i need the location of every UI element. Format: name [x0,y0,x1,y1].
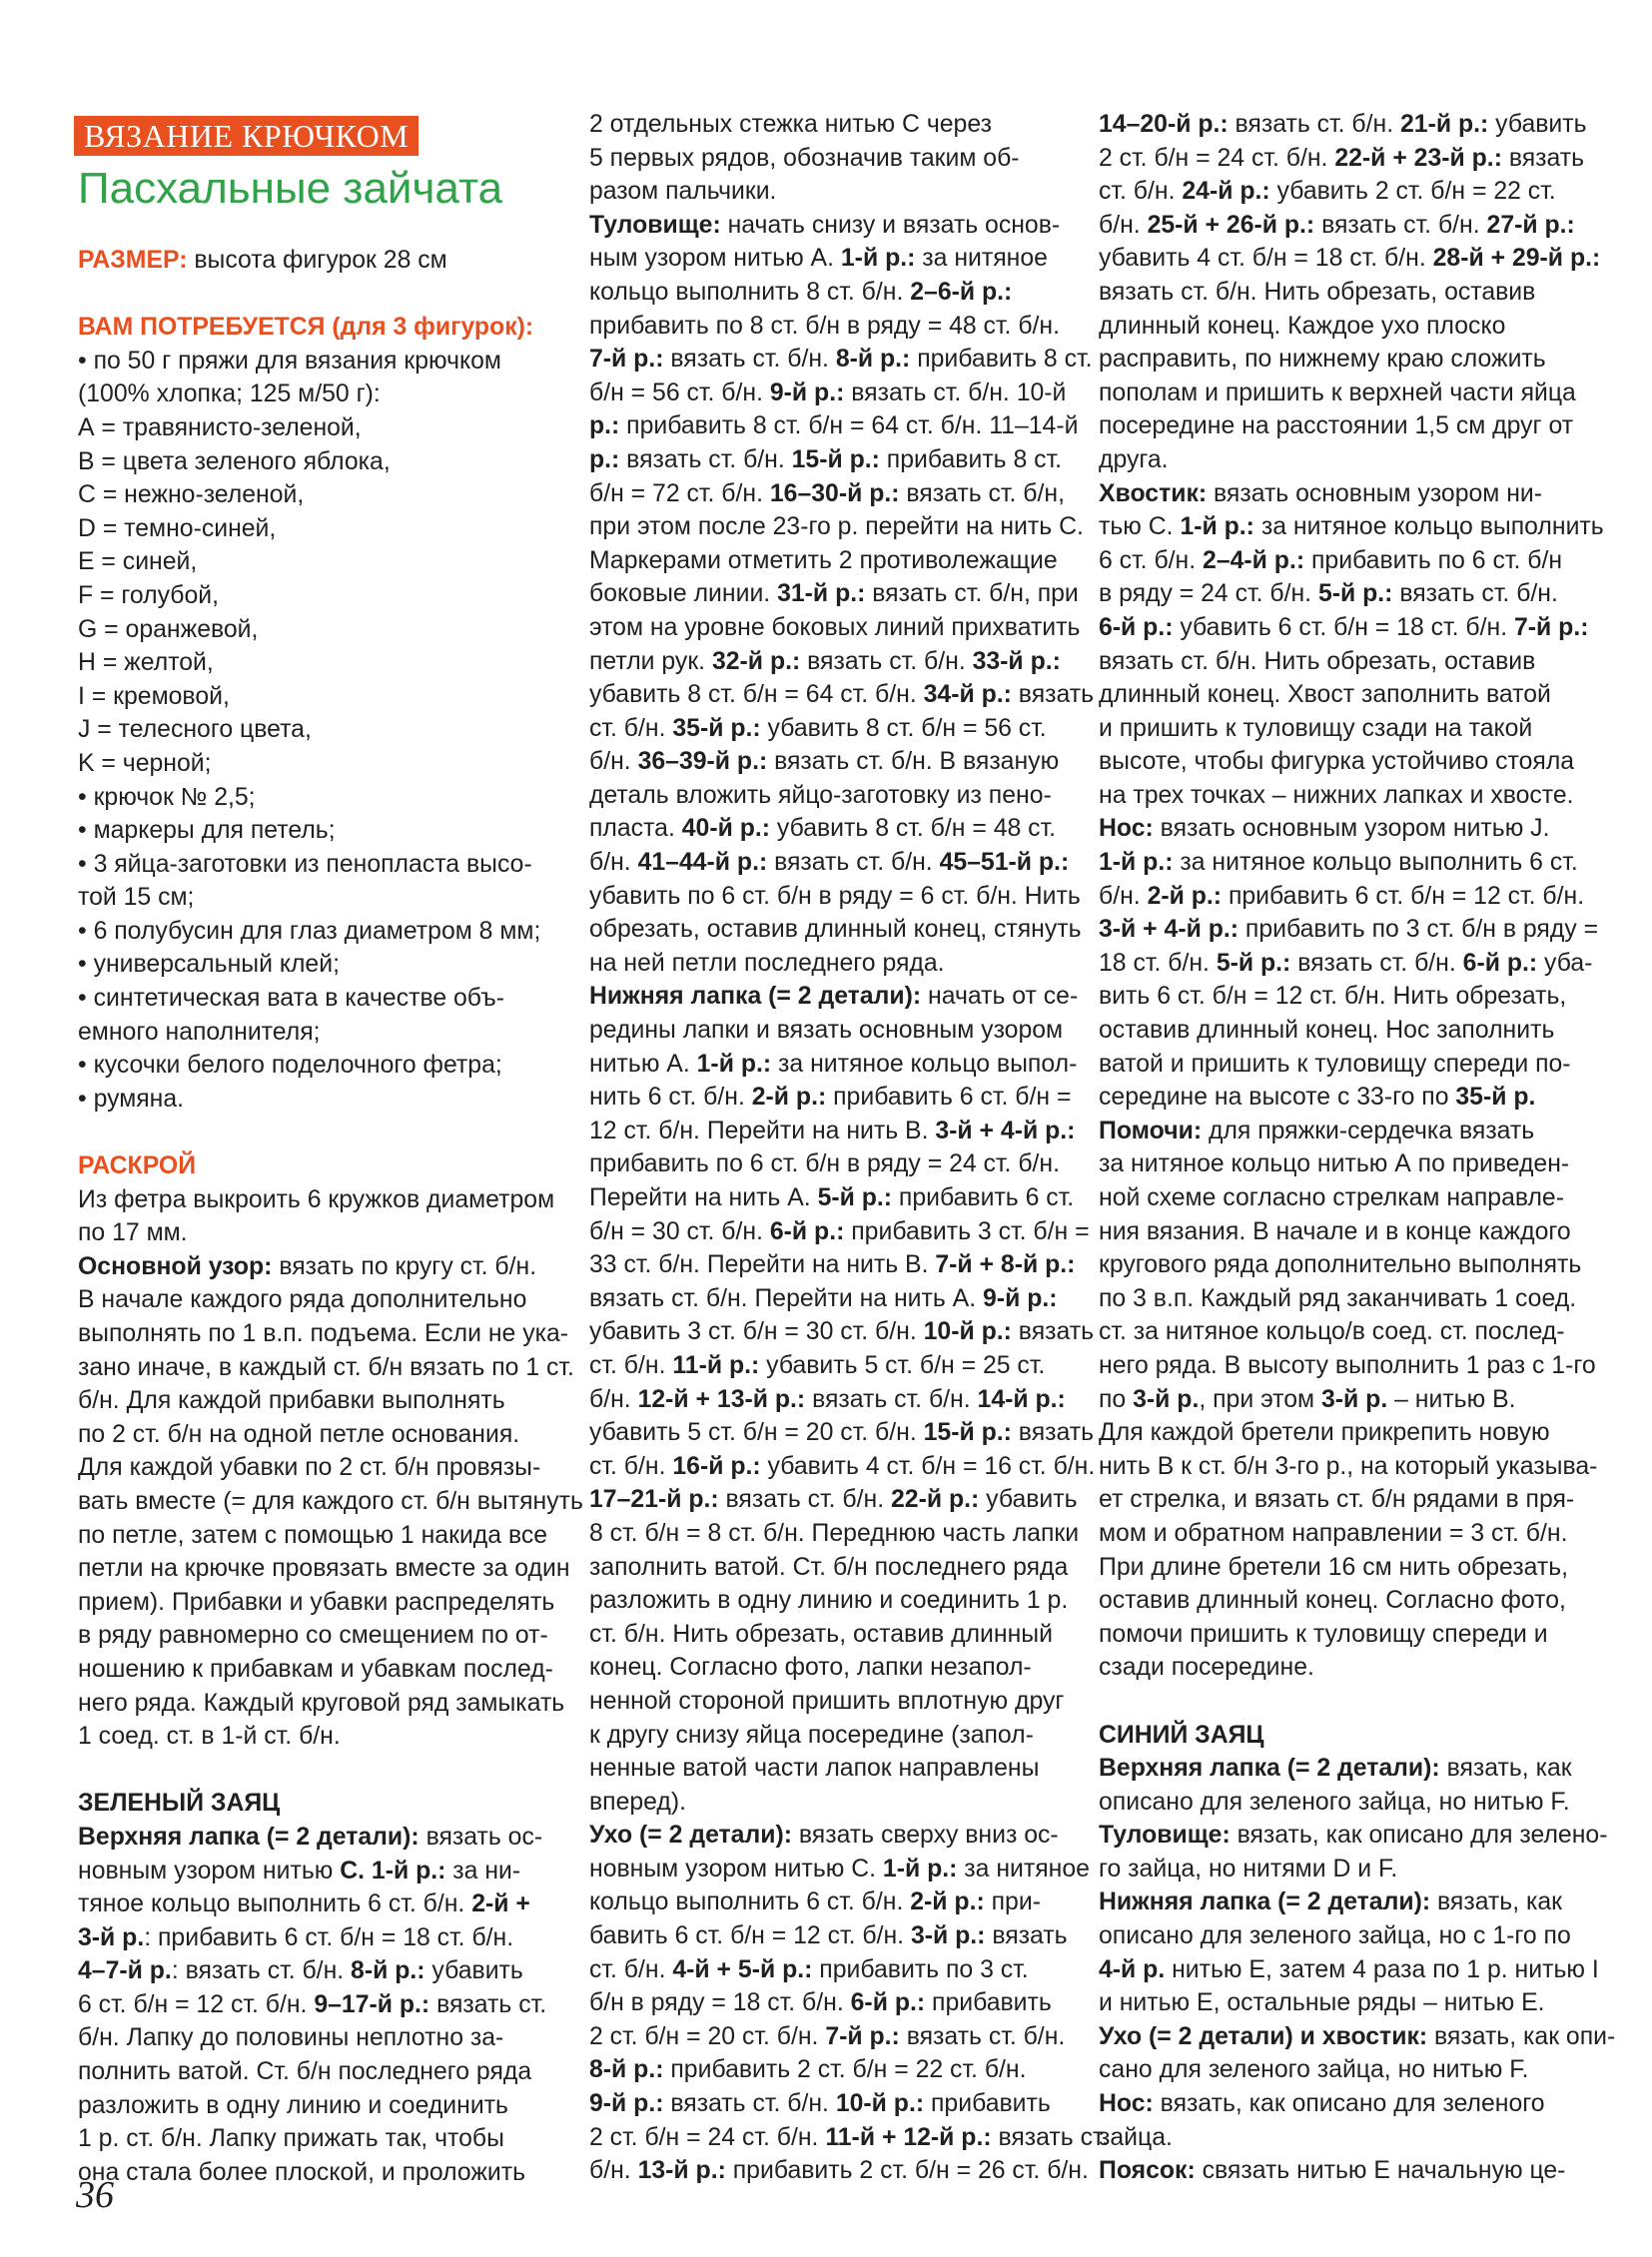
column-3-line: оставив длинный конец. Согласно фото, [1099,1587,1566,1615]
column-3-line: него ряда. В высоту выполнить 1 раз с 1-го [1099,1351,1596,1379]
column-2-line: 2 отдельных стежка нитью С через [589,111,992,138]
pattern-line: по 2 ст. б/н на одной петле основания. [78,1420,520,1448]
column-2-line: Маркерами отметить 2 противолежащие [589,546,1058,574]
column-3-line: Для каждой бретели прикрепить новую [1099,1419,1550,1447]
column-2-line: 5 первых рядов, обозначив таким об- [589,144,1020,172]
green-bold: 8-й р.: [351,1957,425,1985]
size-text: высота фигурок 28 см [187,247,447,274]
column-2-line: к другу снизу яйца посередине (запол- [589,1721,1034,1749]
column-2-line: ст. б/н. 35-й р.: убавить 8 ст. б/н = 56 ст. [589,714,1047,742]
column-2-line: 2 ст. б/н = 24 ст. б/н. 11-й + 12-й р.: вязать ст. [589,2123,1109,2151]
column-3-line: Хвостик: вязать основным узором ни- [1099,479,1543,507]
column-3-line: посередине на расстоянии 1,5 см друг от [1099,412,1574,440]
column-2-line: новным узором нитью С. 1-й р.: за нитяное [589,1855,1090,1882]
column-2-line: петли рук. 32-й р.: вязать ст. б/н. 33-й р.: [589,647,1061,675]
column-3-line: вязать ст. б/н. Нить обрезать, оставив [1099,278,1536,306]
column-3-line: середине на высоте с 33-го по 35-й р. [1099,1084,1536,1112]
column-2-line: 8 ст. б/н = 8 ст. б/н. Переднюю часть лапки [589,1519,1080,1547]
column-3-line: зайца. [1099,2123,1173,2151]
column-2-line: б/н = 72 ст. б/н. 16–30-й р.: вязать ст. б/н, [589,479,1065,507]
column-3-line: б/н. 25-й + 26-й р.: вязать ст. б/н. 27-й р.: [1099,211,1575,239]
green-line [78,1988,572,2022]
column-3-line: длинный конец. Хвост заполнить ватой [1099,681,1551,709]
column-2-line: этом на уровне боковых линий прихватить [589,613,1081,641]
column-2-line: р.: прибавить 8 ст. б/н = 64 ст. б/н. 11–14-й [589,412,1079,440]
column-2-line: ст. б/н. 16-й р.: убавить 4 ст. б/н = 16 ст. б/н. [589,1452,1096,1480]
materials-line: емного наполнителя; [78,1018,321,1046]
column-2-line: Перейти на нить А. 5-й р.: прибавить 6 ст. [589,1184,1075,1211]
column-3-line: высоте, чтобы фигурка устойчиво стояла [1099,748,1575,776]
pattern-line [78,1250,572,1284]
materials-line: В = цвета зеленого яблока, [78,447,391,475]
column-3-line: Туловище: вязать, как описано для зелено- [1099,1822,1608,1850]
column-2-line: заполнить ватой. Ст. б/н последнего ряда [589,1553,1069,1581]
column-2-line: ненные ватой части лапок направлены [589,1755,1040,1783]
column-2-line: 7-й р.: вязать ст. б/н. 8-й р.: прибавить 8 ст. [589,346,1093,374]
column-2-line: нитью А. 1-й р.: за нитяное кольцо выпол- [589,1050,1078,1078]
column-3-line: 3-й + 4-й р.: прибавить по 3 ст. б/н в ряду = [1099,916,1599,944]
green-text: убавить [424,1957,523,1985]
column-3-line: на трех точках – нижних лапках и хвосте. [1099,781,1574,809]
column-2-line: на ней петли последнего ряда. [589,949,945,977]
column-3-line: помочи пришить к туловищу спереди и [1099,1620,1548,1648]
column-3-line: убавить 4 ст. б/н = 18 ст. б/н. 28-й + 29-й р.: [1099,245,1601,273]
column-3-line [1099,1685,1584,1719]
column-2-line: б/н. 12-й + 13-й р.: вязать ст. б/н. 14-й р.: [589,1385,1066,1413]
materials-line: • крючок № 2,5; [78,783,256,811]
green-text: вязать ст. [429,1990,547,2018]
size-line [78,244,572,278]
column-2-line: б/н = 56 ст. б/н. 9-й р.: вязать ст. б/н. 10-й [589,378,1067,406]
column-2-line: нить 6 ст. б/н. 2-й р.: прибавить 6 ст. б/н = [589,1084,1072,1112]
column-2-line: 12 ст. б/н. Перейти на нить В. 3-й + 4-й р.: [589,1117,1076,1144]
green-line [78,1921,572,1955]
column-3-line: в ряду = 24 ст. б/н. 5-й р.: вязать ст. б/н. [1099,580,1558,608]
materials-line: I = кремовой, [78,682,230,710]
page-title: Пасхальные зайчата [78,164,503,213]
column-2-line: вязать ст. б/н. Перейти на нить А. 9-й р.: [589,1284,1058,1312]
pattern-line: в ряду равномерно со смещением по от- [78,1622,548,1650]
column-2-line: кольцо выполнить 6 ст. б/н. 2-й р.: при- [589,1888,1041,1916]
column-3-line: и нитью Е, остальные ряды – нитью Е. [1099,1989,1545,2017]
column-2-line: ст. б/н. 11-й р.: убавить 5 ст. б/н = 25 ст. [589,1351,1046,1379]
pattern-line: В начале каждого ряда дополнительно [78,1286,527,1314]
column-3-line: Нижняя лапка (= 2 детали): вязать, как [1099,1888,1563,1916]
materials-line: • маркеры для петель; [78,817,336,845]
column-3-line: мом и обратном направлении = 3 ст. б/н. [1099,1519,1568,1547]
column-2-line: 17–21-й р.: вязать ст. б/н. 22-й р.: убавить [589,1486,1078,1514]
column-2-line: убавить 8 ст. б/н = 64 ст. б/н. 34-й р.: вязать [589,681,1095,709]
pattern-line: выполнять по 1 в.п. подъема. Если не ука- [78,1320,569,1347]
column-2-line: б/н = 30 ст. б/н. 6-й р.: прибавить 3 ст. б/н = [589,1217,1090,1245]
column-3-line: Ухо (= 2 детали) и хвостик: вязать, как опи- [1099,2022,1616,2050]
green-bold: 9–17-й р.: [314,1990,430,2018]
materials-line: K = черной; [78,749,212,777]
green-text: вязать ос- [418,1823,543,1851]
column-3-line: Помочи: для пряжки-сердечка вязать [1099,1117,1535,1144]
green-bold: 4–7-й р. [78,1957,172,1985]
column-3-line: 18 ст. б/н. 5-й р.: вязать ст. б/н. 6-й р.: уба- [1099,949,1593,977]
column-2-line: кольцо выполнить 8 ст. б/н. 2–6-й р.: [589,278,1013,306]
materials-list [78,345,572,1117]
green-line: она стала более плоской, и проложить [78,2158,526,2186]
column-2-line: р.: вязать ст. б/н. 15-й р.: прибавить 8 ст. [589,445,1063,473]
materials-line: • синтетическая вата в качестве объ- [78,985,504,1013]
materials-line: Е = синей, [78,548,198,576]
column-3-line: Верхняя лапка (= 2 детали): вязать, как [1099,1755,1572,1783]
pattern-line: б/н. Для каждой прибавки выполнять [78,1387,505,1415]
green-text: тяное кольцо выполнить 6 ст. б/н. [78,1890,472,1918]
cutting-heading: РАСКРОЙ [78,1152,197,1180]
column-2-line: редины лапки и вязать основным узором [589,1017,1064,1045]
column-2-line: б/н. 13-й р.: прибавить 2 ст. б/н = 26 ст. б/н. [589,2157,1089,2185]
green-text: 6 ст. б/н = 12 ст. б/н. [78,1990,315,2018]
materials-line: • 3 яйца-заготовки из пенопласта высо- [78,850,532,878]
column-2-line: ст. б/н. Нить обрезать, оставив длинный [589,1620,1053,1648]
column-3-line: нить В к ст. б/н 3-го р., на который указыва- [1099,1452,1598,1480]
pattern-line: ношению к прибавкам и убавкам послед- [78,1655,553,1683]
column-3-line: ной схеме согласно стрелкам направле- [1099,1184,1564,1211]
materials-line: • по 50 г пряжи для вязания крючком [78,347,501,375]
materials-heading: ВАМ ПОТРЕБУЕТСЯ (для 3 фигурок): [78,314,534,342]
column-3-line: ния вязания. В начале и в конце каждого [1099,1217,1571,1245]
column-2-line: обрезать, оставив длинный конец, стянуть [589,916,1082,944]
green-line: разложить в одну линию и соединить [78,2091,508,2119]
column-3-line: Нос: вязать основным узором нитью J. [1099,815,1550,843]
upper-paw-label: Верхняя лапка (= 2 детали): [78,1823,419,1851]
column-3-line: вязать ст. б/н. Нить обрезать, оставив [1099,647,1536,675]
column-2-line: убавить 5 ст. б/н = 20 ст. б/н. 15-й р.: вязать [589,1419,1095,1447]
column-3-line: и пришить к туловищу сзади на такой [1099,714,1533,742]
materials-line: • кусочки белого поделочного фетра; [78,1052,502,1080]
green-line [78,1887,572,1921]
column-3-line: вить 6 ст. б/н = 12 ст. б/н. Нить обрезать, [1099,983,1567,1011]
green-line [78,1855,572,1888]
column-3-line: ет стрелка, и вязать ст. б/н рядами в пря- [1099,1486,1575,1514]
column-1 [78,244,583,2189]
column-3-line: ст. б/н. 24-й р.: убавить 2 ст. б/н = 22 ст. [1099,178,1556,206]
pattern-line: него ряда. Каждый круговой ряд замыкать [78,1689,565,1717]
column-3-line: 4-й р. нитью Е, затем 4 раза по 1 р. нитью I [1099,1955,1599,1983]
column-3-line: кругового ряда дополнительно выполнять [1099,1251,1582,1279]
column-2-line: б/н. 41–44-й р.: вязать ст. б/н. 45–51-й р.: [589,849,1070,877]
column-3-line: б/н. 2-й р.: прибавить 6 ст. б/н = 12 ст. б/н. [1099,882,1585,910]
section-rubric: ВЯЗАНИЕ КРЮЧКОМ [74,116,418,156]
green-text: новным узором нитью [78,1857,341,1884]
column-2-line: конец. Согласно фото, лапки незапол- [589,1654,1032,1682]
materials-line: • румяна. [78,1085,185,1113]
column-2-line: ст. б/н. 4-й + 5-й р.: прибавить по 3 ст. [589,1955,1029,1983]
column-2-line: б/н в ряду = 18 ст. б/н. 6-й р.: прибавить [589,1989,1052,2017]
column-2-line: бавить 6 ст. б/н = 12 ст. б/н. 3-й р.: вязать [589,1922,1068,1950]
green-bunny-heading: ЗЕЛЕНЫЙ ЗАЯЦ [78,1790,281,1818]
materials-line: H = желтой, [78,649,214,677]
green-line [78,1821,572,1855]
green-line: 1 р. ст. б/н. Лапку прижать так, чтобы [78,2125,504,2153]
column-3-line: 2 ст. б/н = 24 ст. б/н. 22-й + 23-й р.: вязать [1099,144,1585,172]
column-3-line: сзади посередине. [1099,1654,1314,1682]
materials-line: (100% хлопка; 125 м/50 г): [78,380,381,408]
green-bold: С. 1-й р.: [340,1857,446,1884]
column-2-line: 8-й р.: прибавить 2 ст. б/н = 22 ст. б/н. [589,2056,1027,2084]
column-2-line: Нижняя лапка (= 2 детали): начать от се- [589,983,1079,1011]
page-number: 36 [76,2174,114,2216]
column-2-line: ным узором нитью А. 1-й р.: за нитяное [589,245,1048,273]
pattern-line: петли на крючке провязать вместе за один [78,1555,570,1583]
pattern-line: зано иначе, в каждый ст. б/н вязать по 1 ст. [78,1353,574,1381]
pattern-line: Для каждой убавки по 2 ст. б/н провязы- [78,1454,541,1482]
green-bold: 3-й р. [78,1923,145,1951]
column-3-line: 6 ст. б/н. 2–4-й р.: прибавить по 6 ст. б/н [1099,546,1563,574]
column-2-line: Ухо (= 2 детали): вязать сверху вниз ос- [589,1822,1059,1850]
column-2-line: разом пальчики. [589,178,777,206]
materials-line: D = темно-синей, [78,514,277,542]
pattern-text: вязать по кругу ст. б/н. [272,1252,537,1280]
column-3-line: Поясок: связать нитью Е начальную це- [1099,2157,1566,2185]
green-line: б/н. Лапку до половины неплотно за- [78,2024,504,2052]
column-2-line: б/н. 36–39-й р.: вязать ст. б/н. В вязаную [589,748,1060,776]
pattern-line: вать вместе (= для каждого ст. б/н вытянуть [78,1487,583,1515]
column-2-line: убавить 3 ст. б/н = 30 ст. б/н. 10-й р.: вязать [589,1318,1095,1346]
column-3-line: друга. [1099,445,1169,473]
cutting-line: по 17 мм. [78,1219,188,1247]
column-2-line: 2 ст. б/н = 20 ст. б/н. 7-й р.: вязать ст. б/н. [589,2022,1066,2050]
pattern-line: прием). Прибавки и убавки распределять [78,1588,555,1616]
materials-line: А = травянисто-зеленой, [78,413,362,441]
cutting-line: Из фетра выкроить 6 кружков диаметром [78,1185,555,1213]
column-3-line: СИНИЙ ЗАЯЦ [1099,1721,1264,1749]
column-3-line: пополам и пришить к верхней части яйца [1099,378,1576,406]
column-2-line: 33 ст. б/н. Перейти на нить В. 7-й + 8-й р.: [589,1251,1076,1279]
column-3-line: 1-й р.: за нитяное кольцо выполнить 6 ст. [1099,849,1578,877]
pattern-line: по петле, затем с помощью 1 накида все [78,1521,548,1549]
column-2-line: деталь вложить яйцо-заготовку из пено- [589,781,1052,809]
column-2-line: 9-й р.: вязать ст. б/н. 10-й р.: прибавить [589,2090,1051,2118]
green-line: полнить ватой. Ст. б/н последнего ряда [78,2058,532,2086]
column-2-line: прибавить по 8 ст. б/н в ряду = 48 ст. б/н. [589,312,1060,340]
column-3-line: го зайца, но нитями D и F. [1099,1855,1398,1882]
column-2 [589,108,1109,2188]
materials-line: G = оранжевой, [78,615,259,643]
green-line [78,1954,572,1988]
column-2-line: убавить по 6 ст. б/н в ряду = 6 ст. б/н. Нить [589,882,1081,910]
column-3-line: сано для зеленого зайца, но нитью F. [1099,2056,1529,2084]
materials-line: J = телесного цвета, [78,716,312,744]
green-bold: 2-й + [471,1890,530,1918]
column-3-line: 14–20-й р.: вязать ст. б/н. 21-й р.: убавить [1099,111,1587,138]
size-label: РАЗМЕР: [78,247,188,274]
column-3-line: длинный конец. Каждое ухо плоско [1099,312,1506,340]
column-2-line: прибавить по 6 ст. б/н в ряду = 24 ст. б/н. [589,1150,1060,1178]
column-3-line: тью С. 1-й р.: за нитяное кольцо выполнить [1099,513,1604,541]
column-3-line: При длине бретели 16 см нить обрезать, [1099,1553,1569,1581]
column-3-line: по 3 в.п. Каждый ряд заканчивать 1 соед. [1099,1284,1577,1312]
column-2-line: при этом после 23-го р. перейти на нить С. [589,513,1084,541]
column-2-line: разложить в одну линию и соединить 1 р. [589,1587,1069,1615]
column-2-line: боковые линии. 31-й р.: вязать ст. б/н, при [589,580,1079,608]
column-3-line: Нос: вязать, как описано для зеленого [1099,2090,1545,2118]
column-3-line: описано для зеленого зайца, но нитью F. [1099,1788,1570,1816]
column-2-line: Туловище: начать снизу и вязать основ- [589,211,1061,239]
materials-line: • 6 полубусин для глаз диаметром 8 мм; [78,917,541,945]
pattern-line: 1 соед. ст. в 1-й ст. б/н. [78,1723,341,1751]
pattern-label: Основной узор: [78,1252,273,1280]
materials-line: той 15 см; [78,884,195,912]
column-3-line: расправить, по нижнему краю сложить [1099,346,1546,374]
column-3-line: 6-й р.: убавить 6 ст. б/н = 18 ст. б/н. 7-й р.: [1099,613,1589,641]
column-3-line: за нитяное кольцо нитью А по приведен- [1099,1150,1570,1178]
materials-line: • универсальный клей; [78,951,340,979]
column-3-line: оставив длинный конец. Нос заполнить [1099,1017,1555,1045]
column-2-line: ненной стороной пришить вплотную друг [589,1687,1065,1715]
materials-line: F = голубой, [78,581,220,609]
column-2-line: вперед). [589,1788,687,1816]
column-3-line: ст. за нитяное кольцо/в соед. ст. послед- [1099,1318,1565,1346]
green-text: : вязать ст. б/н. [171,1957,352,1985]
column-3-line: по 3-й р., при этом 3-й р. – нитью В. [1099,1385,1516,1413]
column-2-line: пласта. 40-й р.: убавить 8 ст. б/н = 48 ст. [589,815,1057,843]
green-text: : прибавить 6 ст. б/н = 18 ст. б/н. [144,1923,514,1951]
materials-line: С = нежно-зеленой, [78,481,305,509]
column-3-line: ватой и пришить к туловищу спереди по- [1099,1050,1571,1078]
column-3-line: описано для зеленого зайца, но с 1-го по [1099,1922,1571,1950]
green-text: за ни- [445,1857,521,1884]
column-3 [1099,108,1616,2188]
